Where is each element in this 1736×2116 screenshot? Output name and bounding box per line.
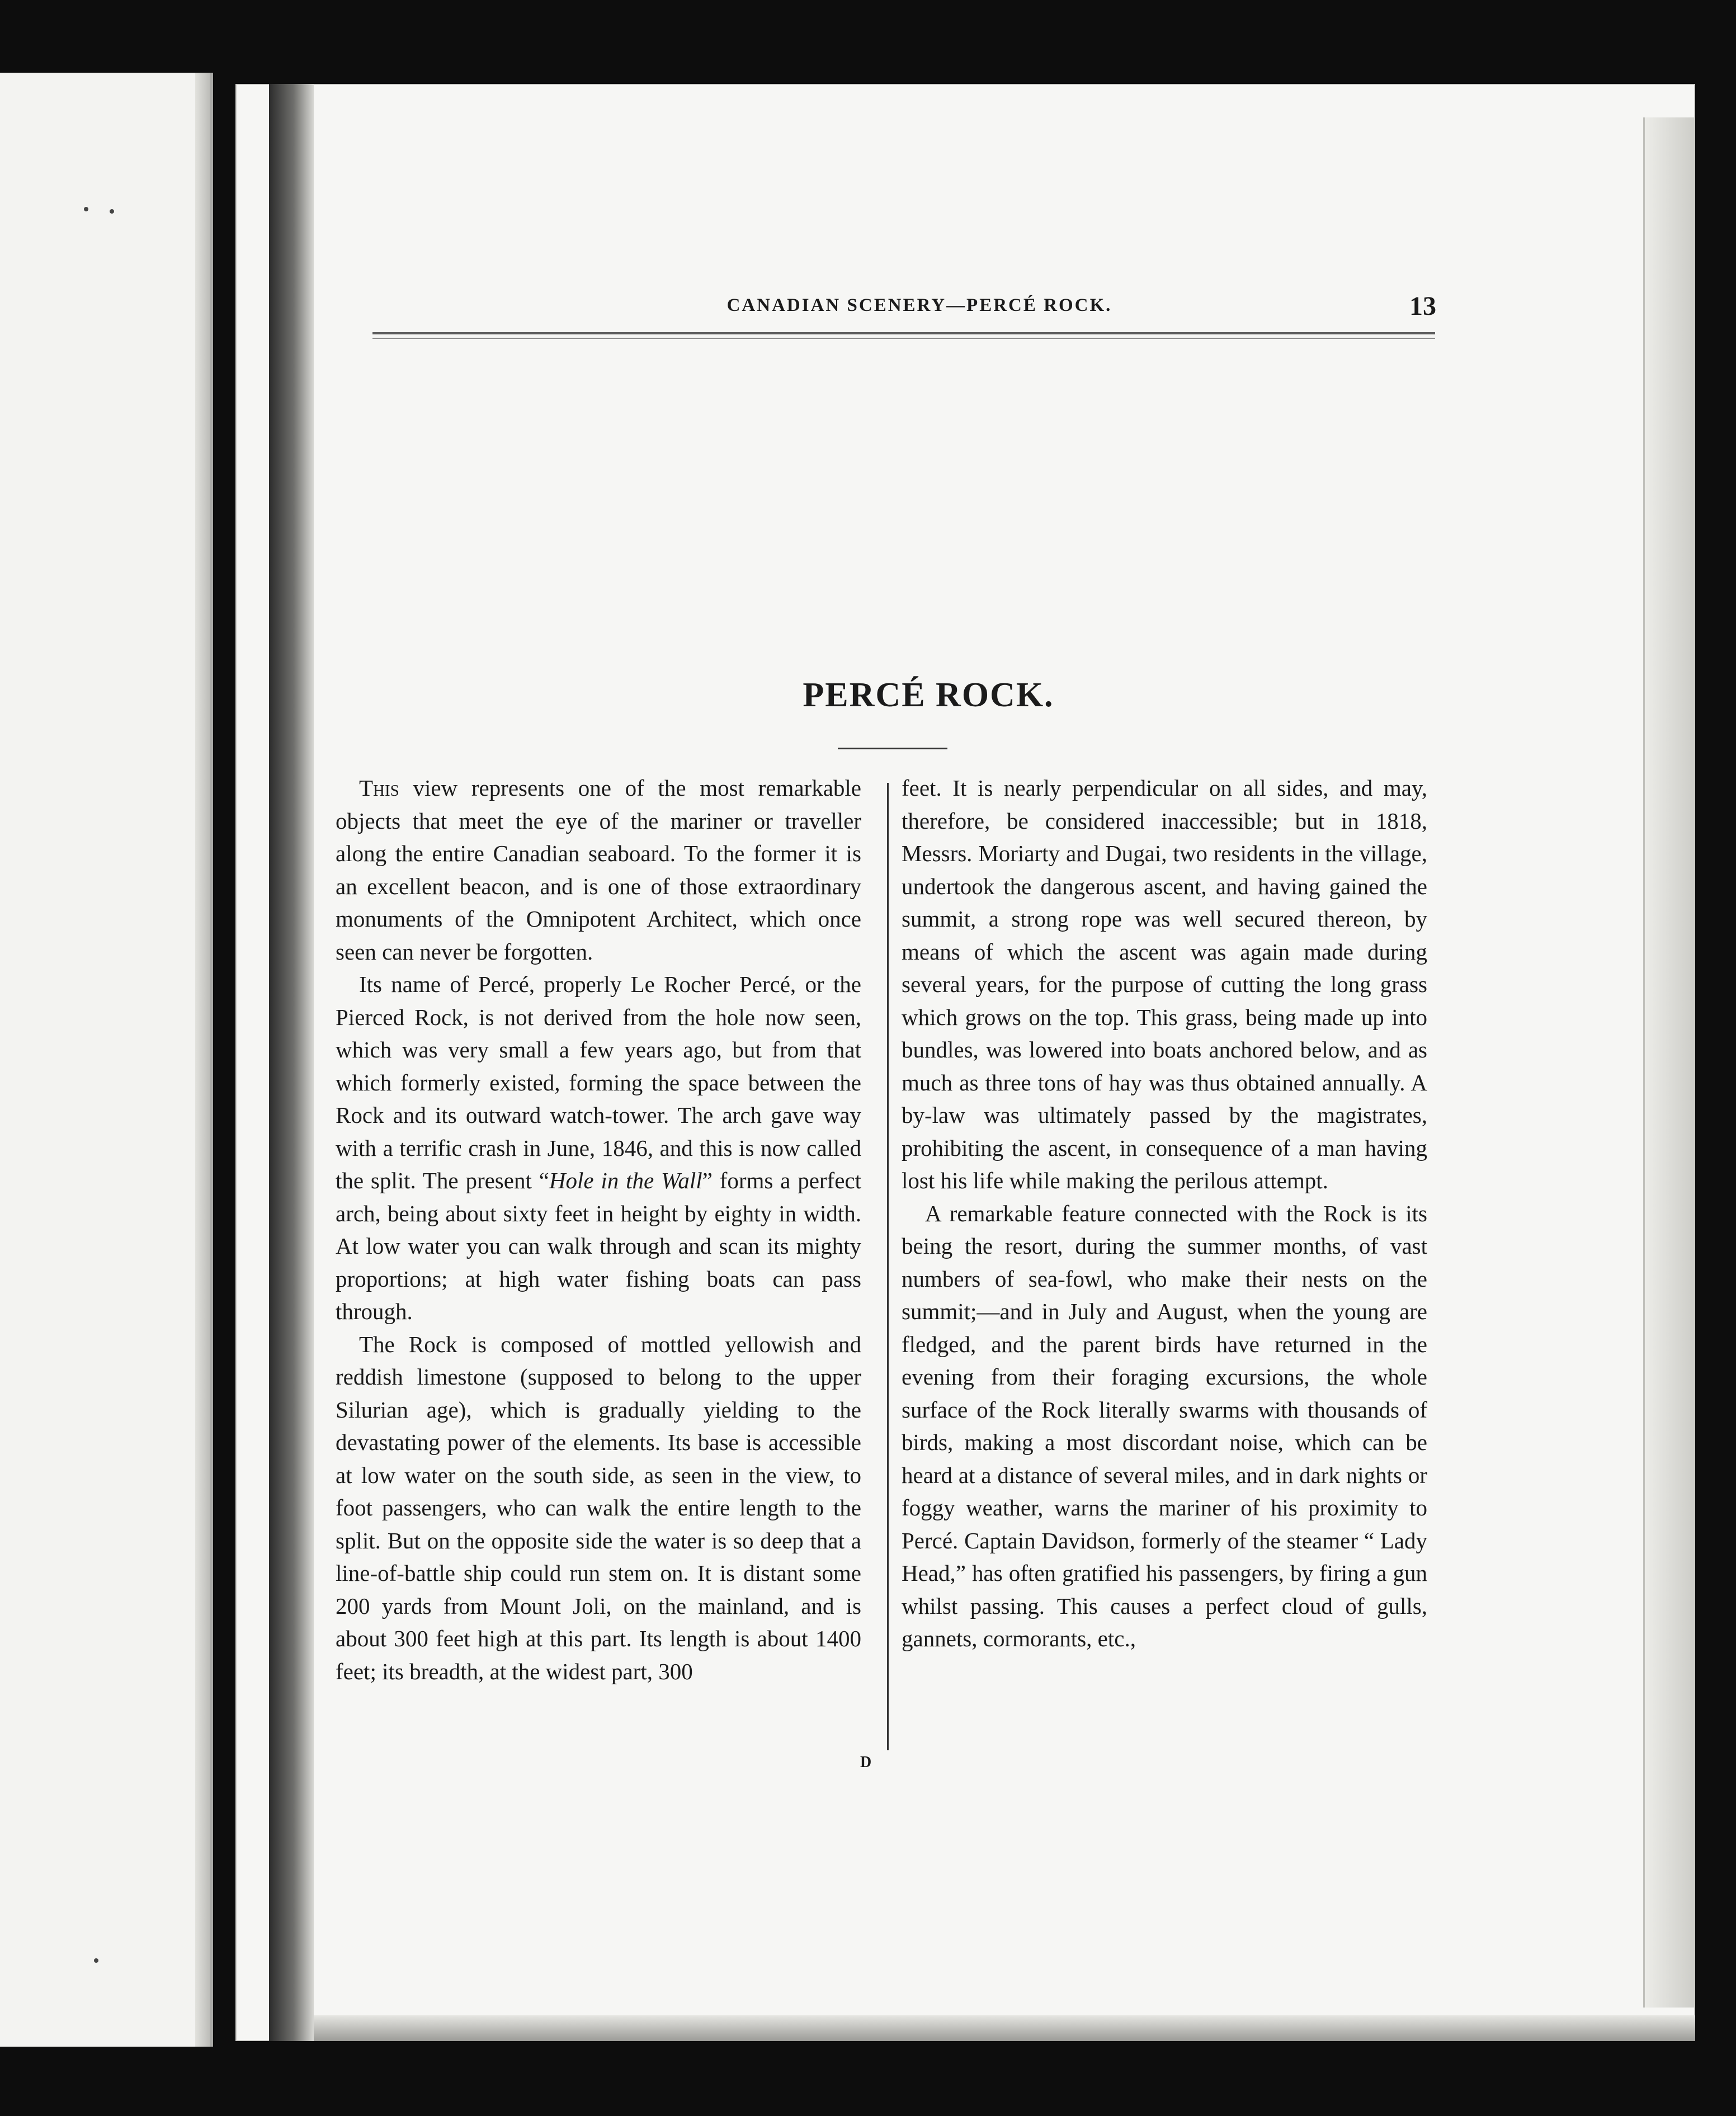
running-head: CANADIAN SCENERY—PERCÉ ROCK.: [727, 295, 1112, 315]
paragraph: The Rock is composed of mottled yellowish and reddish limestone (supposed to belong to the upper Silurian age), which is gradually yielding to the devastating power of the elements. Its base is accessible at low water on the south side, as seen in the view, to foot passengers, who can walk the entire length to the split. But on the opposite side the water is so deep that a line-of-battle ship could run stem on. It is distant some 200 yards from Mount Joli, on the mainland, and is about 300 feet high at this part. Its length is about 1400 feet; its breadth, at the widest part, 300: [336, 1331, 861, 1684]
drop-word: This: [359, 775, 399, 801]
title-rule: [838, 748, 947, 749]
paragraph-text: view represents one of the most remarkable objects that meet the eye of the mariner or traveller along the entire Canadian seaboard. To the former it is an excellent beacon, and is one of those extraordinary monuments of the Omnipotent Architect, which once seen can never be forgotten.: [336, 775, 861, 965]
speck: [110, 209, 114, 214]
paragraph-text: ” forms a perfect arch, being about sixty feet in height by eighty in width. At low water you can walk through and scan its mighty proportions; at high water fishing boats can pass through.: [336, 1168, 861, 1324]
speck: [94, 1958, 98, 1963]
page-spine-shadow: [269, 84, 314, 2041]
article-title: PERCÉ ROCK.: [803, 676, 1054, 714]
paragraph-text: Its name of Percé, properly Le Rocher Percé, or the Pierced Rock, is not derived from the hole now seen, which was very small a few years ago, but from that which formerly existed, forming the space between the Rock and its outward watch-tower. The arch gave way with a terrific crash in June, 1846, and this is now called the split. The present “: [336, 971, 861, 1193]
header-rule: [372, 332, 1435, 339]
signature-mark: D: [860, 1754, 872, 1771]
page-number: 13: [1409, 291, 1436, 321]
italic-phrase: Hole in the Wall: [549, 1168, 702, 1193]
paragraph: [336, 968, 861, 1328]
facing-page-fold: [195, 73, 210, 2047]
paragraph: [336, 772, 861, 968]
paragraph: feet. It is nearly perpendicular on all sides, and may, therefore, be considered inaccessible; but in 1818, Messrs. Moriarty and Dugai, two residents in the village, undertook the dangerous ascent, and having gained the summit, a strong rope was well secured thereon, by means of which the ascent was again made during several years, for the purpose of cutting the long grass which grows on the top. This grass, being made up into bundles, was lowered into boats anchored below, and as much as three tons of hay was thus obtained annually. A by-law was ultimately passed by the magistrates, prohibiting the ascent, in consequence of a man having lost his life while making the perilous attempt.: [902, 775, 1427, 1193]
column-divider: [887, 783, 889, 1750]
right-column: [902, 772, 1427, 1795]
page-bottom-edge: [314, 2015, 1695, 2041]
page-edge: [1643, 117, 1695, 2008]
binding-gutter: [213, 73, 235, 2047]
left-column: [336, 772, 861, 1795]
facing-page: [0, 73, 213, 2047]
speck: [84, 207, 88, 211]
paragraph: A remarkable feature connected with the Rock is its being the resort, during the summer months, of vast numbers of sea-fowl, who make their nests on the summit;—and in July and August, when the young are fledged, and the parent birds have returned in the evening from their foraging excursions, the whole surface of the Rock literally swarms with thousands of birds, making a most discordant noise, which can be heard at a distance of several miles, and in dark nights or foggy weather, warns the mariner of his proximity to Percé. Captain Davidson, formerly of the steamer “ Lady Head,” has often gratified his passengers, by firing a gun whilst passing. This causes a perfect cloud of gulls, gannets, cormorants, etc.,: [902, 1200, 1427, 1651]
